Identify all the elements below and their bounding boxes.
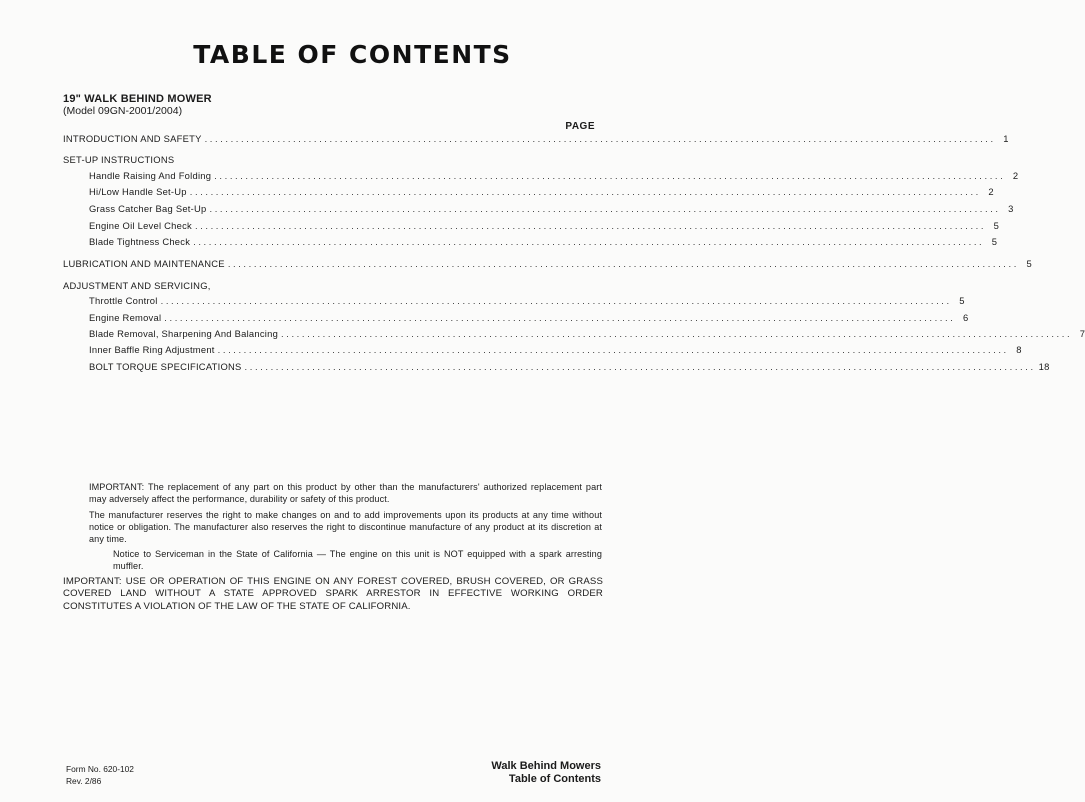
toc-entry xyxy=(89,312,969,323)
toc-entry-label: LUBRICATION AND MAINTENANCE xyxy=(63,258,225,269)
toc-entry xyxy=(89,203,1014,214)
toc-entry xyxy=(63,258,1032,269)
toc-entry-label: Engine Removal xyxy=(89,312,162,323)
toc-dot-leader: ........................................................................................................................................................ xyxy=(189,186,981,197)
toc-entry-page: 2 xyxy=(1012,170,1019,181)
toc-entry-page: 2 xyxy=(988,186,994,197)
toc-entry xyxy=(89,220,1000,231)
toc-entry-page: 1 xyxy=(1003,133,1009,144)
toc-entry-label: Grass Catcher Bag Set-Up xyxy=(89,203,207,214)
footer-title: Walk Behind Mowers xyxy=(491,760,601,772)
toc-entry-label: INTRODUCTION AND SAFETY xyxy=(63,133,202,144)
toc-dot-leader: ........................................................................................................................................................ xyxy=(160,295,952,306)
toc-section-heading: SET-UP INSTRUCTIONS xyxy=(63,154,175,165)
product-name: 19" WALK BEHIND MOWER xyxy=(63,93,212,105)
product-model: (Model 09GN-2001/2004) xyxy=(63,105,183,117)
toc-entry-label: BOLT TORQUE SPECIFICATIONS xyxy=(89,361,242,372)
toc-entry xyxy=(89,328,1085,339)
toc-entry-label: Throttle Control xyxy=(89,295,158,306)
toc-entry-page: 5 xyxy=(991,236,998,247)
page-column-header: PAGE xyxy=(565,121,595,132)
toc-entry-label: Inner Baffle Ring Adjustment xyxy=(89,344,215,355)
important-spark-arrestor-notice: IMPORTANT: USE OR OPERATION OF THIS ENGINE ON ANY FOREST COVERED, BRUSH COVERED, OR GRASS COVERED LAND WITHOUT A STATE APPROVED SPARK ARRESTOR IN EFFECTIVE WORKING ORDER CONSTITUTES A VIOLATION OF THE LAW OF THE STATE OF CALIFORNIA. xyxy=(63,576,603,612)
toc-entry-label: Hi/Low Handle Set-Up xyxy=(89,186,187,197)
toc-entry-label: Engine Oil Level Check xyxy=(89,220,192,231)
manufacturer-rights-notice: The manufacturer reserves the right to make changes on and to add improvements upon its products at any time without notice or obligation. The manufacturer also reserves the right to discontinue manufacture of any product at its discretion at any time. xyxy=(89,510,602,545)
revision: Rev. 2/86 xyxy=(66,776,102,786)
toc-dot-leader: ........................................................................................................................................................ xyxy=(227,258,1019,269)
toc-section-heading: ADJUSTMENT AND SERVICING, xyxy=(63,280,211,291)
toc-entry-page: 5 xyxy=(1026,258,1032,269)
important-replacement-notice: IMPORTANT: The replacement of any part on this product by other than the manufacturers' authorized replacement part may adversely affect the performance, durability or safety of this product. xyxy=(89,482,602,505)
toc-dot-leader: ........................................................................................................................................................ xyxy=(193,236,985,247)
toc-dot-leader: ........................................................................................................................................................ xyxy=(209,203,1001,214)
form-number: Form No. 620-102 xyxy=(66,764,134,774)
toc-entry xyxy=(89,170,1019,181)
toc-dot-leader: ........................................................................................................................................................ xyxy=(217,344,1009,355)
toc-entry xyxy=(89,236,998,247)
toc-dot-leader: ........................................................................................................................................................ xyxy=(244,361,1036,372)
toc-dot-leader: ........................................................................................................................................................ xyxy=(281,328,1073,339)
footer-subtitle: Table of Contents xyxy=(508,773,601,785)
page-title: TABLE OF CONTENTS xyxy=(193,40,512,69)
toc-dot-leader: ........................................................................................................................................................ xyxy=(194,220,987,231)
toc-entry-label: Blade Removal, Sharpening And Balancing xyxy=(89,328,279,339)
toc-entry-page: 8 xyxy=(1016,344,1022,355)
toc-entry-page: 18 xyxy=(1038,361,1050,372)
toc-entry-page: 6 xyxy=(962,312,969,323)
toc-dot-leader: ........................................................................................................................................................ xyxy=(204,133,996,144)
toc-entry xyxy=(89,295,965,306)
toc-dot-leader: ........................................................................................................................................................ xyxy=(214,170,1006,181)
toc-entry xyxy=(89,344,1022,355)
toc-entry xyxy=(89,361,1050,372)
california-notice: Notice to Serviceman in the State of California — The engine on this unit is NOT equipped with a spark arresting muffler. xyxy=(113,549,602,572)
toc-entry-page: 7 xyxy=(1079,328,1085,339)
toc-entry xyxy=(63,133,1009,144)
toc-entry xyxy=(89,186,994,197)
toc-entry-label: Handle Raising And Folding xyxy=(89,170,212,181)
toc-entry-page: 5 xyxy=(993,220,1000,231)
toc-entry-page: 3 xyxy=(1008,203,1014,214)
toc-dot-leader: ........................................................................................................................................................ xyxy=(164,312,956,323)
toc-entry-label: Blade Tightness Check xyxy=(89,236,191,247)
toc-entry-page: 5 xyxy=(959,295,965,306)
